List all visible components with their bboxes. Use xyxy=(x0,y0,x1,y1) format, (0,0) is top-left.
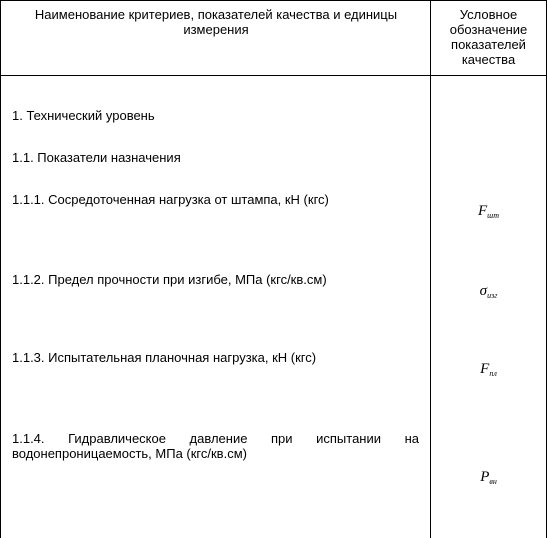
symbol-hydraulic-pressure: $P_{вн}$ xyxy=(480,469,497,486)
symbol-plank-load: $F_{пл}$ xyxy=(480,361,497,378)
header-symbol: Условное обозначение показателей качества xyxy=(449,7,528,67)
row-concentrated-load: 1.1.1. Сосредоточенная нагрузка от штампа, кН (кгс) xyxy=(12,192,329,207)
header-divider xyxy=(0,75,547,76)
table-border-top xyxy=(0,0,547,1)
row-bending-strength: 1.1.2. Предел прочности при изгибе, МПа (кгс/кв.см) xyxy=(12,272,327,287)
row-plank-load: 1.1.3. Испытательная планочная нагрузка, кН (кгс) xyxy=(12,350,317,365)
column-divider xyxy=(430,0,431,538)
table-border-left xyxy=(0,0,1,538)
header-criteria: Наименование критериев, показателей качества и единицы измерения xyxy=(34,7,398,37)
row-technical-level: 1. Технический уровень xyxy=(12,108,155,123)
symbol-concentrated-load: $F_{шт}$ xyxy=(478,203,499,220)
row-hydraulic-pressure: 1.1.4. Гидравлическое давление при испытании на водонепроницаемость, МПа (кгс/кв.см) xyxy=(12,431,419,461)
symbol-bending-strength: $\sigma_{изг}$ xyxy=(479,283,498,300)
row-purpose-indicators: 1.1. Показатели назначения xyxy=(12,150,181,165)
